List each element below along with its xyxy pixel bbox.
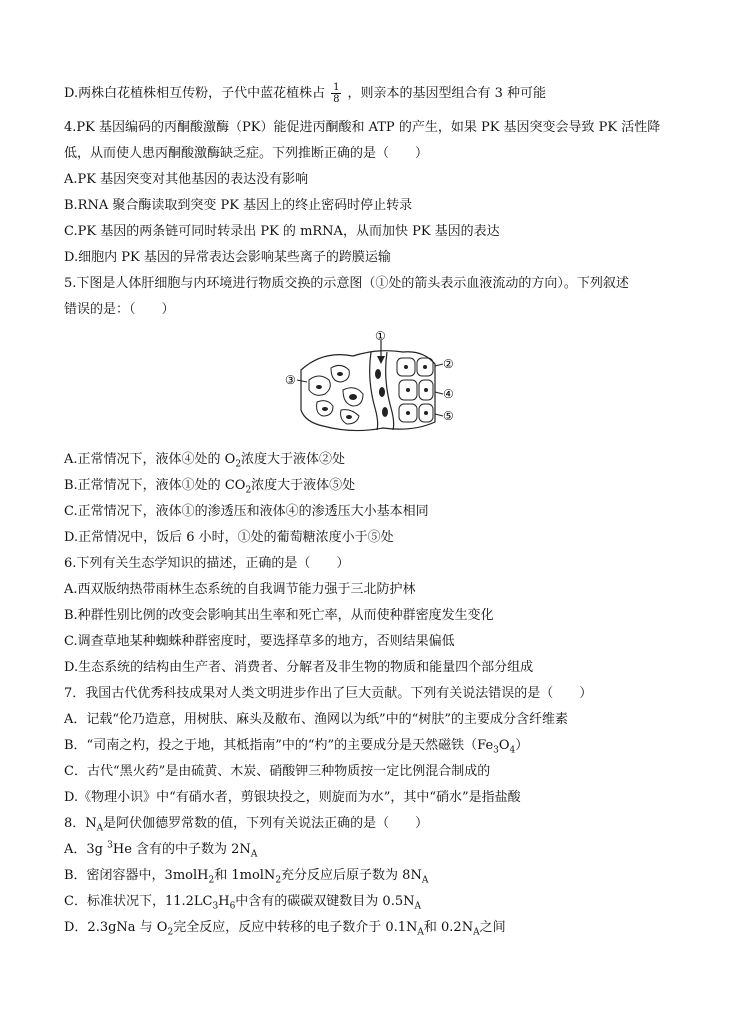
q7-option-b <box>64 737 528 755</box>
q8-option-d-pre: D．2.3gNa 与 O <box>64 920 168 935</box>
label-leader-2 <box>435 364 443 366</box>
q8-option-b <box>64 867 428 885</box>
q8-option-c-mid2: 中含有的碳碳双键数目为 0.5N <box>235 894 415 909</box>
q8-option-a <box>64 841 257 859</box>
q5-option-a <box>64 451 345 469</box>
q5-option-b-post: 浓度大于液体⑤处 <box>251 478 356 493</box>
q7-option-b-post: ） <box>515 738 529 753</box>
subscript: A <box>96 823 104 834</box>
subscript: A <box>417 927 424 938</box>
blood-cell <box>379 387 385 397</box>
q4-option-c: C.PK 基因的两条链可同时转录出 PK 的 mRNA，从而加快 PK 基因的表达 <box>64 224 500 239</box>
q5-option-b <box>64 477 355 495</box>
q5-option-a-post: 浓度大于液体②处 <box>241 452 346 467</box>
q7-option-b-pre: B．“司南之杓，投之于地，其柢指南”中的“杓”的主要成分是天然磁铁（Fe <box>64 738 494 753</box>
fraction-numerator: 1 <box>333 82 340 93</box>
fig-label-1: ① <box>375 330 386 343</box>
q7-option-c: C．古代“黑火药”是由硫黄、木炭、硝酸钾三种物质按一定比例混合制成的 <box>64 764 491 779</box>
cell-nucleus <box>406 388 410 392</box>
q8-option-b-mid: 和 1molN <box>214 868 276 883</box>
q8-stem-post: 是阿伏伽德罗常数的值，下列有关说法正确的是（ ） <box>103 816 429 831</box>
q8-option-a-mid: He 含有的中子数为 2N <box>112 842 251 857</box>
q8-option-c <box>64 893 421 911</box>
subscript: 2 <box>235 459 242 470</box>
q6-stem: 6.下列有关生态学知识的描述，正确的是（ ） <box>64 556 350 571</box>
fig-label-4: ④ <box>443 387 454 401</box>
q7-option-d: D.《物理小识》中“有硝水者，剪银块投之，则旋而为水”，其中“硝水”是指盐酸 <box>64 790 521 805</box>
subscript: 2 <box>245 485 252 496</box>
q8-option-b-mid2: 充分反应后原子数为 8N <box>281 868 422 883</box>
subscript: 2 <box>275 875 282 886</box>
q5-stem-line2: 错误的是：（ ） <box>64 302 175 317</box>
subscript: 3 <box>212 901 219 912</box>
label-leader-4 <box>435 392 443 394</box>
fig-label-3: ③ <box>285 373 296 387</box>
superscript: 3 <box>107 840 113 851</box>
fraction-denominator: 8 <box>333 94 340 105</box>
cell-nucleus <box>337 372 343 376</box>
cell-nucleus <box>406 411 410 415</box>
q7-stem: 7．我国古代优秀科技成果对人类文明进步作出了巨大贡献。下列有关说法错误的是（ ） <box>64 686 593 701</box>
q4-option-a: A.PK 基因突变对其他基因的表达没有影响 <box>64 172 309 187</box>
q5-stem-line1: 5.下图是人体肝细胞与内环境进行物质交换的示意图（①处的箭头表示血液流动的方向）。下列叙述 <box>64 276 629 291</box>
q6-option-d: D.生态系统的结构由生产者、消费者、分解者及非生物的物质和能量四个部分组成 <box>64 660 534 675</box>
label-leader-5 <box>435 414 443 416</box>
subscript: 2 <box>208 875 215 886</box>
q7-option-a: A．记载“伦乃造意，用树肤、麻头及敝布、渔网以为纸”中的“树肤”的主要成分含纤维素 <box>64 712 568 727</box>
q8-option-d-post: 之间 <box>479 920 506 935</box>
q6-option-c: C.调查草地某种蜘蛛种群密度时，要选择草多的地方，否则结果偏低 <box>64 634 455 649</box>
subscript: 4 <box>509 745 516 756</box>
q4-option-b: B.RNA 聚合酶读取到突变 PK 基因上的终止密码时停止转录 <box>64 198 413 213</box>
q8-option-b-pre: B．密闭容器中，3molH <box>64 868 209 883</box>
fig-label-5: ⑤ <box>443 409 454 423</box>
q5-option-b-pre: B.正常情况下，液体①处的 CO <box>64 478 246 493</box>
cell-nucleus <box>349 394 357 400</box>
label-leader-3 <box>297 380 307 382</box>
subscript: A <box>421 875 429 886</box>
cell-nucleus <box>316 385 322 389</box>
cell-nucleus <box>322 407 328 411</box>
subscript: 3 <box>493 745 499 756</box>
cell-nucleus <box>423 365 427 369</box>
arrow-head-icon <box>377 356 385 364</box>
q8-option-d <box>64 919 506 937</box>
q8-option-d-mid: 完全反应，反应中转移的电子数介于 0.1N <box>173 920 418 935</box>
subscript: A <box>250 849 258 860</box>
q6-option-b: B.种群性别比例的改变会影响其出生率和死亡率，从而使种群密度发生变化 <box>64 608 494 623</box>
q6-option-a: A.西双版纳热带雨林生态系统的自我调节能力强于三北防护林 <box>64 582 416 597</box>
q3-option-d-text-post: ，则亲本的基因型组合有 3 种可能 <box>347 86 547 101</box>
cell-nucleus <box>424 411 428 415</box>
q8-option-d-mid2: 和 0.2N <box>423 920 474 935</box>
cell-nucleus <box>424 388 428 392</box>
vessel-wall-left <box>370 352 378 430</box>
q8-option-c-pre: C．标准状况下，11.2LC <box>64 894 213 909</box>
liver-cell-diagram-svg <box>283 330 458 435</box>
q8-stem-n: 8．N <box>64 816 97 831</box>
subscript: 6 <box>229 901 236 912</box>
vessel-wall-right <box>386 352 394 430</box>
cell-nucleus <box>404 365 408 369</box>
blood-cell <box>375 369 381 379</box>
q5-option-d: D.正常情况中，饭后 6 小时，①处的葡萄糖浓度小于⑤处 <box>64 530 394 545</box>
q5-option-c: C.正常情况下，液体①的渗透压和液体④的渗透压大小基本相同 <box>64 504 429 519</box>
subscript: 2 <box>167 927 174 938</box>
q8-stem <box>64 815 428 833</box>
subscript: A <box>473 927 480 938</box>
q8-option-a-pre: A．3g <box>64 842 108 857</box>
q4-stem-line2: 低，从而使人患丙酮酸激酶缺乏症。下列推断正确的是（ ） <box>64 146 429 161</box>
q7-option-b-mid: O <box>498 738 510 753</box>
q4-option-d: D.细胞内 PK 基因的异常表达会影响某些离子的跨膜运输 <box>64 250 391 265</box>
subscript: A <box>414 901 421 912</box>
fraction <box>331 82 341 105</box>
liver-cell-diagram <box>283 330 458 435</box>
q5-option-a-pre: A.正常情况下，液体④处的 O <box>64 452 236 467</box>
q3-option-d <box>64 82 546 105</box>
q4-stem-line1: 4.PK 基因编码的丙酮酸激酶（PK）能促进丙酮酸和 ATP 的产生，如果 PK 基因突变会导致 PK 活性降 <box>64 120 661 135</box>
q8-option-c-mid: H <box>218 894 230 909</box>
fig-label-2: ② <box>443 357 454 371</box>
blood-cell <box>382 407 388 417</box>
q3-option-d-text-pre: D.两株白花植株相互传粉，子代中蓝花植株占 <box>64 86 326 101</box>
cell-nucleus <box>346 415 352 419</box>
